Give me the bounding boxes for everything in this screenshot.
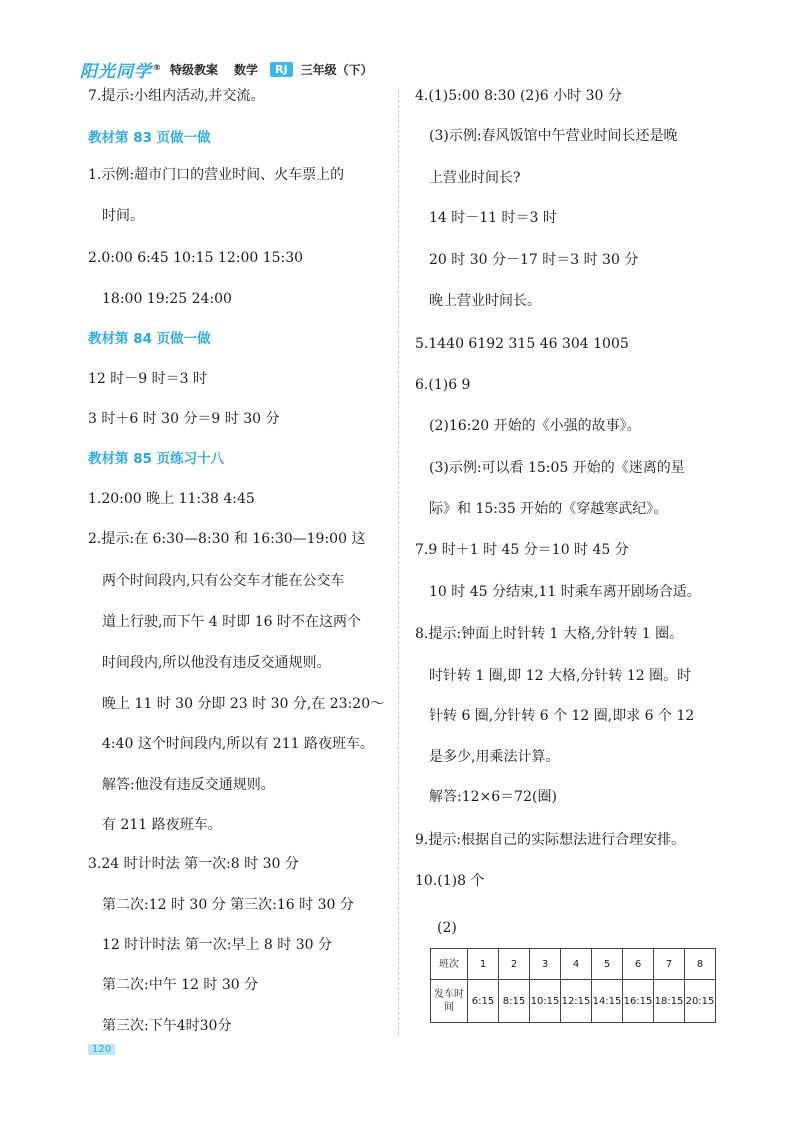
subject-label: 数学 — [234, 62, 259, 77]
table-row — [431, 980, 716, 1023]
answer-line: 2.提示:在 6:30—8:30 和 16:30—19:00 这 — [88, 531, 366, 547]
answer-line: 第二次:12 时 30 分 第三次:16 时 30 分 — [102, 897, 354, 913]
answer-line: 有 211 路夜班车。 — [102, 817, 222, 833]
answer-line: 8.提示:钟面上时针转 1 大格,分针转 1 圈。 — [415, 626, 684, 642]
answer-line: 第三次:下午4时30分 — [102, 1018, 232, 1034]
answer-line: 12 时计时法 第一次:早上 8 时 30 分 — [102, 937, 332, 953]
answer-line: 9.提示:根据自己的实际想法进行合理安排。 — [415, 832, 686, 848]
table-cell: 8 — [685, 949, 716, 980]
series-title: 特级教案 — [170, 62, 219, 77]
answer-line: 18:00 19:25 24:00 — [102, 291, 232, 307]
answer-line: (2)16:20 开始的《小强的故事》。 — [429, 418, 641, 434]
answer-line: 1.示例:超市门口的营业时间、火车票上的 — [88, 167, 345, 183]
answer-line: 7.9 时＋1 时 45 分＝10 时 45 分 — [415, 542, 629, 558]
table-cell: 4 — [561, 949, 592, 980]
table-cell: 12:15 — [561, 980, 592, 1023]
answer-line: 7.提示:小组内活动,并交流。 — [88, 88, 265, 104]
answer-line: 时针转 1 圈,即 12 大格,分针转 12 圈。时 — [429, 668, 692, 684]
answer-line: 3 时＋6 时 30 分＝9 时 30 分 — [88, 411, 280, 427]
section-heading: 教材第 83 页做一做 — [88, 130, 211, 146]
table-cell: 18:15 — [654, 980, 685, 1023]
answer-line: (3)示例:春风饭馆中午营业时间长还是晚 — [429, 128, 678, 144]
grade-label: 三年级（下） — [300, 62, 373, 77]
table-row-header: 班次 — [431, 949, 468, 980]
section-heading: 教材第 85 页练习十八 — [88, 451, 225, 467]
answer-line: 晚上 11 时 30 分即 23 时 30 分,在 23:20～ — [102, 696, 385, 712]
answer-line: 10.(1)8 个 — [415, 873, 485, 889]
table-cell: 6:15 — [468, 980, 499, 1023]
table-cell: 8:15 — [499, 980, 530, 1023]
table-cell: 2 — [499, 949, 530, 980]
answer-line: 际》和 15:35 开始的《穿越寒武纪》。 — [429, 501, 668, 517]
page-number: 120 — [88, 1044, 115, 1055]
answer-line: 上营业时间长? — [429, 170, 521, 186]
answer-line: (3)示例:可以看 15:05 开始的《迷离的星 — [429, 460, 685, 476]
answer-line: 4:40 这个时间段内,所以有 211 路夜班车。 — [102, 736, 374, 752]
answer-line: 晚上营业时间长。 — [429, 293, 541, 309]
answer-line: 5.1440 6192 315 46 304 1005 — [415, 336, 629, 352]
table-cell: 16:15 — [623, 980, 654, 1023]
answer-line: 第二次:中午 12 时 30 分 — [102, 977, 259, 993]
answer-line: 针转 6 圈,分针转 6 个 12 圈,即求 6 个 12 — [429, 708, 695, 724]
answer-line: 12 时－9 时＝3 时 — [88, 371, 207, 387]
table-cell: 5 — [592, 949, 623, 980]
answer-line: (2) — [437, 920, 457, 936]
table-row — [431, 949, 716, 980]
answer-line: 是多少,用乘法计算。 — [429, 749, 560, 765]
table-cell: 6 — [623, 949, 654, 980]
answer-line: 1.20:00 晚上 11:38 4:45 — [88, 491, 255, 507]
answer-line: 10 时 45 分结束,11 时乘车离开剧场合适。 — [429, 584, 701, 600]
answer-line: 解答:12×6＝72(圈) — [429, 789, 557, 805]
answer-line: 20 时 30 分－17 时＝3 时 30 分 — [429, 252, 639, 268]
page-header — [80, 56, 373, 82]
answer-line: 时间段内,所以他没有违反交通规则。 — [102, 655, 331, 671]
answer-line: 两个时间段内,只有公交车才能在公交车 — [102, 573, 345, 589]
answer-line: 3.24 时计时法 第一次:8 时 30 分 — [88, 856, 299, 872]
table-cell: 7 — [654, 949, 685, 980]
brand-logo: 阳光同学® — [80, 61, 162, 82]
bus-schedule-table — [430, 948, 716, 1023]
table-row-header: 发车时间 — [431, 980, 468, 1023]
answer-line: 14 时－11 时＝3 时 — [429, 210, 557, 226]
table-cell: 10:15 — [530, 980, 561, 1023]
answer-line: 时间。 — [102, 208, 144, 224]
answer-line: 解答:他没有违反交通规则。 — [102, 777, 275, 793]
table-cell: 1 — [468, 949, 499, 980]
answer-line: 4.(1)5:00 8:30 (2)6 小时 30 分 — [415, 88, 622, 104]
answer-line: 2.0:00 6:45 10:15 12:00 15:30 — [88, 250, 304, 266]
edition-badge: RJ — [270, 62, 293, 77]
table-cell: 20:15 — [685, 980, 716, 1023]
section-heading: 教材第 84 页做一做 — [88, 331, 211, 347]
column-divider — [398, 90, 399, 1035]
answer-line: 道上行驶,而下午 4 时即 16 时不在这两个 — [102, 614, 361, 630]
table-cell: 14:15 — [592, 980, 623, 1023]
table-cell: 3 — [530, 949, 561, 980]
answer-line: 6.(1)6 9 — [415, 377, 471, 393]
